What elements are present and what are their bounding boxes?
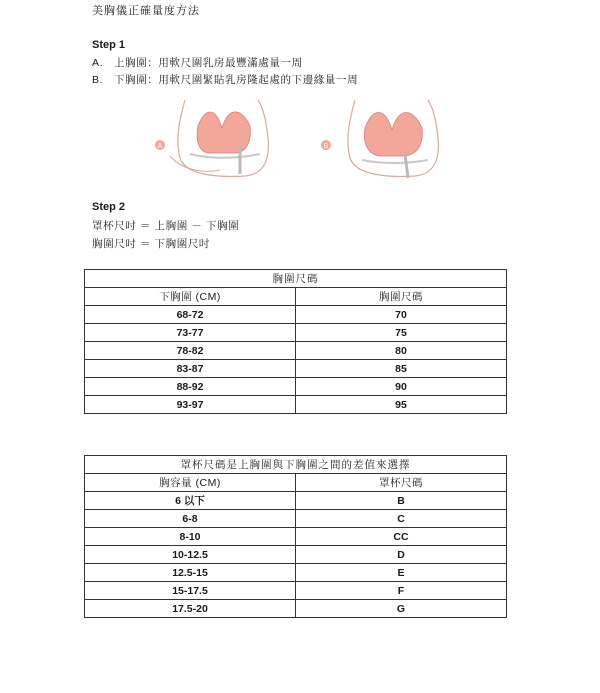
figure-a-illustration xyxy=(155,100,268,176)
cup-size: C xyxy=(296,510,507,528)
table-row xyxy=(85,306,507,324)
step1-item-a-label: A. xyxy=(92,57,104,69)
table-row xyxy=(85,360,507,378)
cup-size-table xyxy=(84,455,507,618)
table-row xyxy=(85,492,507,510)
cup-size: F xyxy=(296,582,507,600)
figure-b-illustration xyxy=(321,100,438,178)
underbust-range: 68-72 xyxy=(85,306,296,324)
step1-item-a-text: 上胸圍：用軟尺圍乳房最豐滿處量一周 xyxy=(114,57,303,69)
band-size: 80 xyxy=(296,342,507,360)
cup-size: CC xyxy=(296,528,507,546)
band-size: 95 xyxy=(296,396,507,414)
cup-size: D xyxy=(296,546,507,564)
table-row xyxy=(85,528,507,546)
table-row xyxy=(85,600,507,618)
bust-difference: 10-12.5 xyxy=(85,546,296,564)
measurement-illustration xyxy=(150,98,450,186)
step2-heading: Step 2 xyxy=(92,201,126,213)
band-size: 90 xyxy=(296,378,507,396)
underbust-range: 78-82 xyxy=(85,342,296,360)
cup-size: E xyxy=(296,564,507,582)
table-row xyxy=(85,564,507,582)
step1-item-a xyxy=(92,55,303,70)
table-row xyxy=(85,324,507,342)
figure-a-label: A xyxy=(157,143,163,150)
band-table-header: 下胸圍 (CM) xyxy=(85,288,296,306)
band-table-caption: 胸圍尺碼 xyxy=(85,270,507,288)
step2-line-1: 罩杯尺吋 ＝ 上胸圍 － 下胸圍 xyxy=(92,220,240,232)
band-size: 75 xyxy=(296,324,507,342)
table-row xyxy=(85,582,507,600)
band-size: 85 xyxy=(296,360,507,378)
table-row xyxy=(85,342,507,360)
band-table-header: 胸圍尺碼 xyxy=(296,288,507,306)
band-size-table xyxy=(84,269,507,414)
underbust-range: 93-97 xyxy=(85,396,296,414)
underbust-range: 88-92 xyxy=(85,378,296,396)
cup-table-header: 胸容量 (CM) xyxy=(85,474,296,492)
step2-line-2: 胸圍尺吋 ＝ 下胸圍尺吋 xyxy=(92,238,211,250)
bust-difference: 17.5-20 xyxy=(85,600,296,618)
bust-difference: 6 以下 xyxy=(85,492,296,510)
underbust-range: 73-77 xyxy=(85,324,296,342)
cup-size: G xyxy=(296,600,507,618)
step1-item-b-text: 下胸圍：用軟尺圍緊貼乳房隆起處的下邊緣量一周 xyxy=(114,74,359,86)
bust-difference: 8-10 xyxy=(85,528,296,546)
bust-difference: 15-17.5 xyxy=(85,582,296,600)
underbust-range: 83-87 xyxy=(85,360,296,378)
table-row xyxy=(85,510,507,528)
step1-item-b xyxy=(92,72,358,87)
figure-b-label: B xyxy=(323,143,329,150)
cup-table-caption: 罩杯尺碼是上胸圍與下胸圍之間的差值來選擇 xyxy=(85,456,507,474)
bust-difference: 6-8 xyxy=(85,510,296,528)
table-row xyxy=(85,546,507,564)
bust-difference: 12.5-15 xyxy=(85,564,296,582)
step1-heading: Step 1 xyxy=(92,39,126,51)
table-row xyxy=(85,378,507,396)
page-title: 美胸儀正確量度方法 xyxy=(92,5,200,17)
cup-size: B xyxy=(296,492,507,510)
band-size: 70 xyxy=(296,306,507,324)
table-row xyxy=(85,396,507,414)
cup-table-header: 罩杯尺碼 xyxy=(296,474,507,492)
step1-item-b-label: B. xyxy=(92,74,104,86)
